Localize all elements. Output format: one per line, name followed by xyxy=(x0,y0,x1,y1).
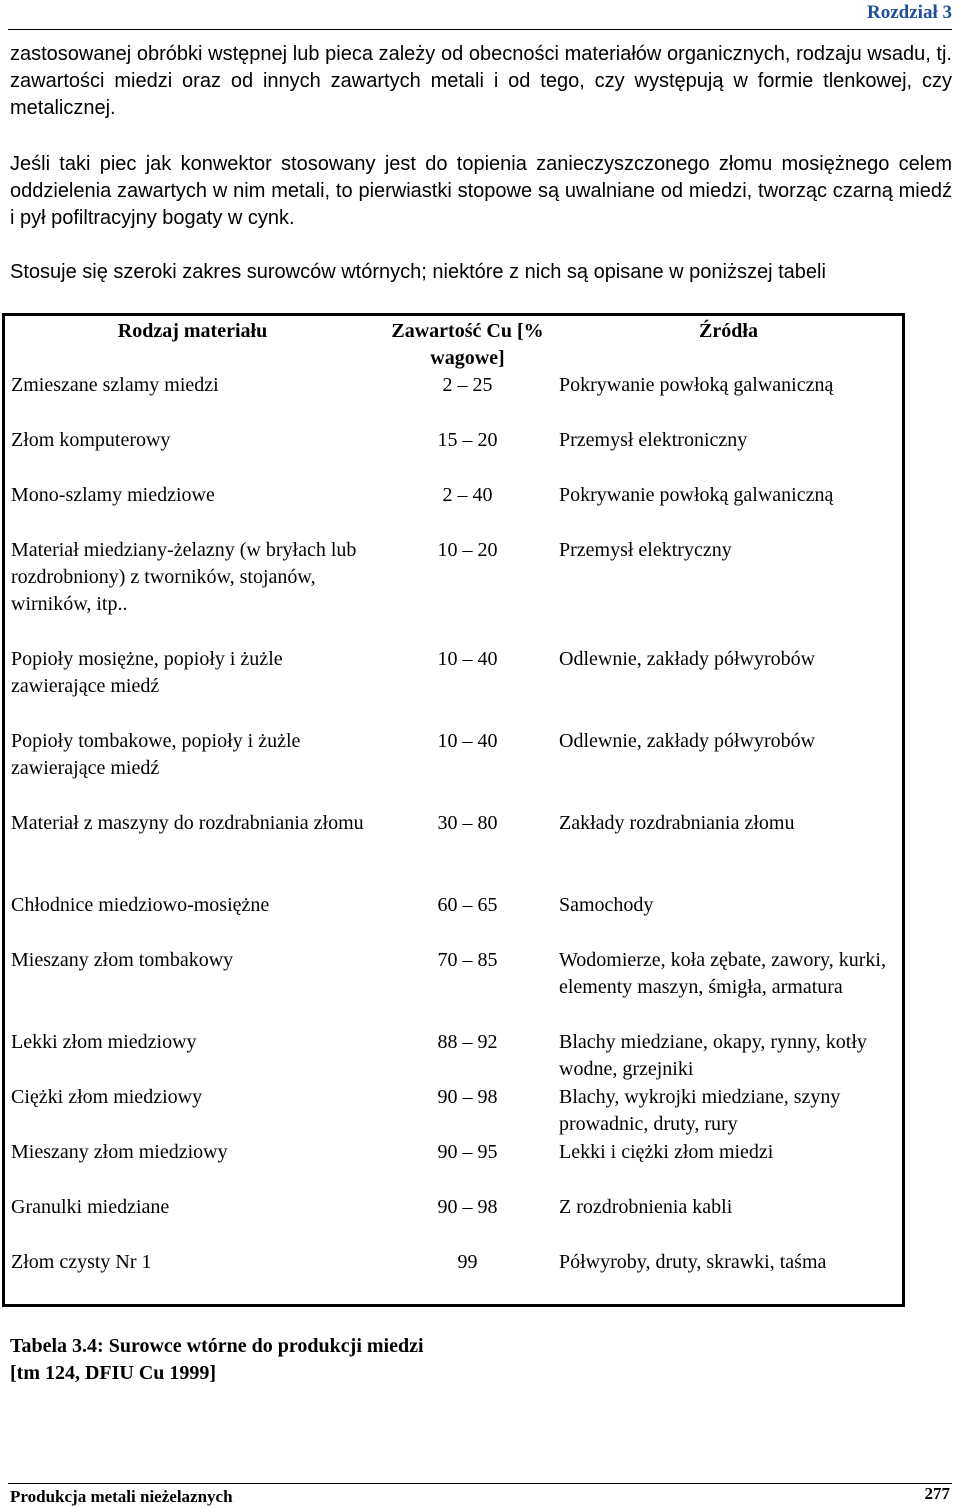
source-cell: Zakłady rozdrabniania złomu xyxy=(559,812,795,834)
table-row xyxy=(5,427,902,482)
material-cell: Złom czysty Nr 1 xyxy=(11,1251,152,1273)
table-row xyxy=(5,537,902,646)
source-cell: Półwyroby, druty, skrawki, taśma xyxy=(559,1251,827,1273)
source-cell: Samochody xyxy=(559,894,654,916)
cu-content-cell: 10 – 40 xyxy=(437,730,498,752)
table-row xyxy=(5,947,902,1029)
source-cell: Z rozdrobnienia kabli xyxy=(559,1196,733,1218)
table-row xyxy=(5,1249,902,1304)
header-material-type: Rodzaj materiału xyxy=(117,320,268,342)
paragraph-converter: Jeśli taki piec jak konwektor stosowany jest do topienia zanieczyszczonego złomu mosiężnego celem oddzielenia zawartych w nim metali, to pierwiastki stopowe są uwalniane od miedzi, tworząc czarną miedź i pył pofiltracyjny bogaty w cynk. xyxy=(10,153,952,229)
source-cell: Blachy miedziane, okapy, rynny, kotły wodne, grzejniki xyxy=(559,1031,867,1080)
chapter-label: Rozdział 3 xyxy=(867,2,952,23)
caption-reference: [tm 124, DFIU Cu 1999] xyxy=(10,1362,217,1384)
material-cell: Materiał miedziany-żelazny (w bryłach lub rozdrobniony) z tworników, stojanów, wirników, itp.. xyxy=(11,539,357,615)
cu-content-cell: 90 – 95 xyxy=(437,1141,498,1163)
cu-content-cell: 2 – 25 xyxy=(442,374,493,396)
table-row xyxy=(5,1084,902,1139)
cu-content-cell: 15 – 20 xyxy=(437,429,498,451)
material-cell: Granulki miedziane xyxy=(11,1196,170,1218)
table-row xyxy=(5,372,902,427)
source-cell: Odlewnie, zakłady półwyrobów xyxy=(559,730,816,752)
material-cell: Popioły mosiężne, popioły i żużle zawierające miedź xyxy=(11,648,283,697)
cu-content-cell: 10 – 40 xyxy=(437,648,498,670)
material-cell: Materiał z maszyny do rozdrabniania złomu xyxy=(11,812,364,834)
source-cell: Blachy, wykrojki miedziane, szyny prowadnic, druty, rury xyxy=(559,1086,841,1135)
material-cell: Zmieszane szlamy miedzi xyxy=(11,374,219,396)
material-cell: Mono-szlamy miedziowe xyxy=(11,484,215,506)
table-row xyxy=(5,482,902,537)
table-caption xyxy=(10,1333,424,1387)
source-cell: Przemysł elektroniczny xyxy=(559,429,748,451)
source-cell: Odlewnie, zakłady półwyrobów xyxy=(559,648,816,670)
table-row xyxy=(5,646,902,728)
secondary-materials-table xyxy=(2,313,905,1307)
table-row xyxy=(5,810,902,892)
material-cell: Złom komputerowy xyxy=(11,429,171,451)
material-cell: Lekki złom miedziowy xyxy=(11,1031,197,1053)
table-header-row xyxy=(5,316,902,372)
header-cu-content: Zawartość Cu [% wagowe] xyxy=(391,320,544,369)
table-row xyxy=(5,1139,902,1194)
source-cell: Pokrywanie powłoką galwaniczną xyxy=(559,484,834,506)
cu-content-cell: 60 – 65 xyxy=(437,894,498,916)
table-row xyxy=(5,892,902,947)
source-cell: Wodomierze, koła zębate, zawory, kurki, elementy maszyn, śmigła, armatura xyxy=(559,949,886,998)
paragraph-intro: zastosowanej obróbki wstępnej lub pieca zależy od obecności materiałów organicznych, rodzaju wsadu, tj. zawartości miedzi oraz od innych zawartych metali i od tego, czy występują w formie tlenkowej, czy metalicznej. xyxy=(10,43,952,119)
footer-title: Produkcja metali nieżelaznych xyxy=(10,1487,233,1506)
source-cell: Przemysł elektryczny xyxy=(559,539,732,561)
cu-content-cell: 99 xyxy=(457,1251,478,1273)
source-cell: Lekki i ciężki złom miedzi xyxy=(559,1141,774,1163)
header-sources: Źródła xyxy=(699,320,758,342)
material-cell: Popioły tombakowe, popioły i żużle zawierające miedź xyxy=(11,730,301,779)
cu-content-cell: 70 – 85 xyxy=(437,949,498,971)
paragraph-table-intro: Stosuje się szeroki zakres surowców wtórnych; niektóre z nich są opisane w poniższej tabeli xyxy=(10,261,826,283)
material-cell: Ciężki złom miedziowy xyxy=(11,1086,203,1108)
page-number: 277 xyxy=(924,1484,950,1503)
cu-content-cell: 2 – 40 xyxy=(442,484,493,506)
source-cell: Pokrywanie powłoką galwaniczną xyxy=(559,374,834,396)
cu-content-cell: 30 – 80 xyxy=(437,812,498,834)
material-cell: Mieszany złom tombakowy xyxy=(11,949,234,971)
header-rule xyxy=(8,29,952,30)
cu-content-cell: 90 – 98 xyxy=(437,1086,498,1108)
cu-content-cell: 88 – 92 xyxy=(437,1031,498,1053)
table-row xyxy=(5,728,902,810)
table-row xyxy=(5,1194,902,1249)
table-row xyxy=(5,1029,902,1084)
material-cell: Mieszany złom miedziowy xyxy=(11,1141,228,1163)
cu-content-cell: 90 – 98 xyxy=(437,1196,498,1218)
footer-rule xyxy=(8,1483,952,1484)
material-cell: Chłodnice miedziowo-mosiężne xyxy=(11,894,270,916)
cu-content-cell: 10 – 20 xyxy=(437,539,498,561)
caption-title: Tabela 3.4: Surowce wtórne do produkcji miedzi xyxy=(10,1335,424,1357)
